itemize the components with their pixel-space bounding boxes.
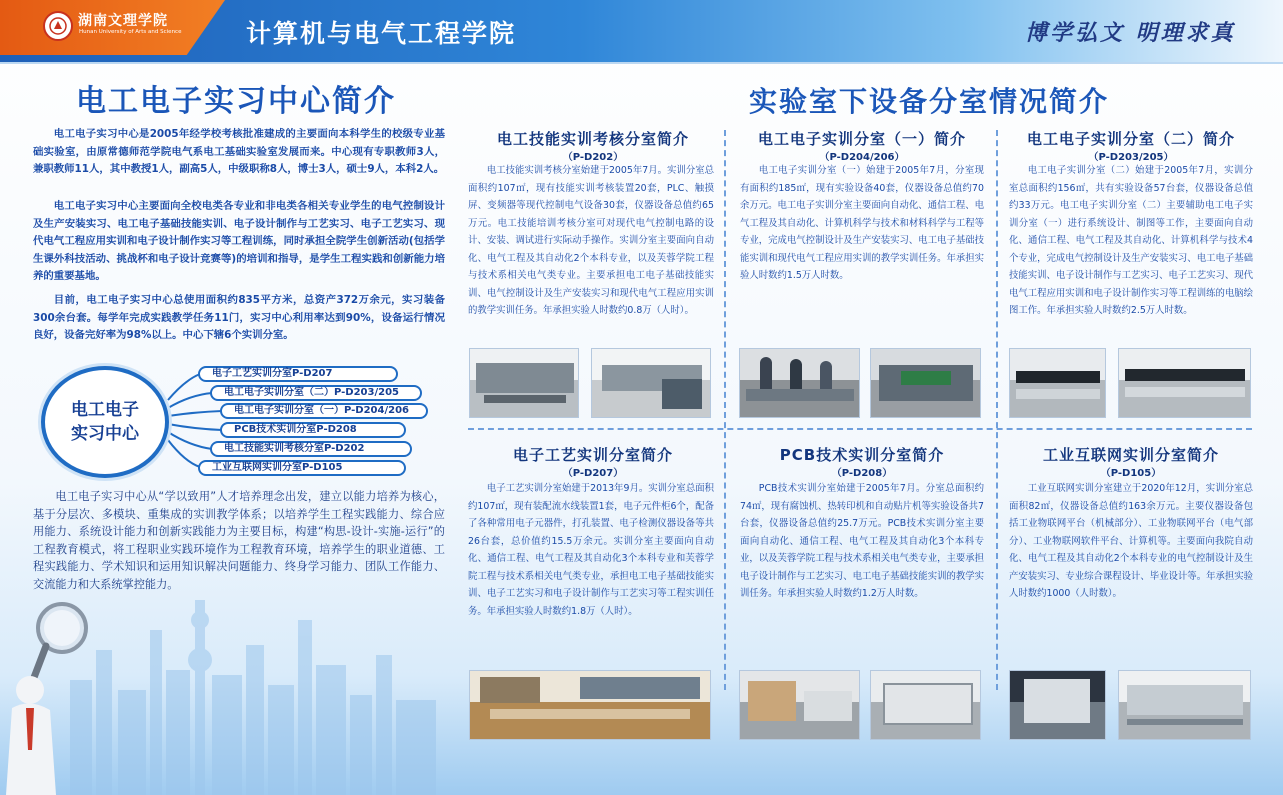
branch-p-d208: PCB技术实训分室P-D208	[220, 422, 406, 438]
section-p-d207-text: 电子工艺实训分室始建于2013年9月。实训分室总面积约107㎡，现有装配流水线装置1套，电子元件柜6个，配备了各种常用电子元器件，打孔装置、电子检测仪器设备等共26台套，总价值约15.5万余元。实训分室主要面向自动化、通信工程、电气工程及其自动化3个本科专业和芙蓉学院工程与技术系相关电气类专业，承担电工电子基础技能实训、电子工艺实习和电子设计制作与工艺实习等工程实训任务。年承担实验人时数约1.8万（人时）。	[468, 483, 714, 617]
section-p-d203-205-title: 电工电子实训分室（二）简介	[1026, 130, 1235, 148]
intro-paragraph-1: 电工电子实习中心是2005年经学校考核批准建成的主要面向本科学生的校级专业基础实验室，由原常德师范学院电气系电工基础实验室发展而来。中心现有专职教师3人，兼职教师11人，其中教授1人，副高5人，中级职称8人，博士3人，硕士9人，本科2人。	[33, 128, 445, 176]
row-divider	[468, 428, 1252, 430]
section-p-d202-text: 电工技能实训考核分室始建于2005年7月。实训分室总面积约107㎡，现有技能实训考核装置20套，PLC、触摸屏、变频器等现代控制电气设备30套，仪器设备总值约65万元。电工技能培训考核分室可对现代电气控制电路的设计、安装、调试进行实际动手操作。实训分室主要面向自动化、电气工程及其自动化2个本科专业，以及芙蓉学院工程与技术系相关电气类专业。主要承担电工电子基础技能实训、电气控制设计及生产安装实习和现代电气工程应用实训的教学实训任务。年承担实验人时数约0.8万（人时）。	[468, 165, 714, 316]
section-p-d208-code: （P-D208）	[831, 468, 893, 479]
section-p-d203-205-code: （P-D203/205）	[1088, 152, 1174, 163]
center-hub	[41, 366, 169, 478]
column-divider-2	[996, 130, 998, 690]
branch-p-d207: 电子工艺实训分室P-D207	[198, 366, 398, 382]
center-intro-title: 电工电子实习中心简介	[76, 84, 396, 119]
photo-p-d204-206-lab-1	[739, 348, 860, 418]
branch-p-d105: 工业互联网实训分室P-D105	[198, 460, 406, 476]
photo-p-d203-205-lab-2	[1118, 348, 1251, 418]
photo-p-d105-lab-2	[1118, 670, 1251, 740]
college-name: 计算机与电气工程学院	[246, 19, 517, 48]
section-p-d207-code: （P-D207）	[562, 468, 624, 479]
photo-p-d105-lab-1	[1009, 670, 1106, 740]
figure-with-magnifier-graphic	[0, 600, 110, 795]
intro-paragraph-2: 电工电子实习中心主要面向全校电类各专业和非电类各相关专业学生的电气控制设计及生产安装实习、电工电子基础技能实训、电子设计制作与工艺实习、电子工艺实习、现代电气工程应用实训和电子设计制作实习等工程训练，同时承担全院学生创新活动(包括学生课外科技活动、挑战杯和电子设计竞赛等)的培训和指导，是学生工程实践和创新能力培养的重要基地。	[33, 200, 445, 283]
section-p-d105-code: （P-D105）	[1100, 468, 1162, 479]
branch-p-d202: 电工技能实训考核分室P-D202	[210, 441, 412, 457]
photo-p-d202-lab-2	[591, 348, 711, 418]
branch-p-d203-205: 电工电子实训分室（二）P-D203/205	[210, 385, 422, 401]
photo-p-d208-lab-2	[870, 670, 981, 740]
section-p-d204-206-text: 电工电子实训分室（一）始建于2005年7月，分室现有面积约185㎡，现有实验设备40套，仪器设备总值约70余万元。电工电子实训分室主要面向自动化、通信工程、电气工程及其自动化、计算机科学与技术和材料科学与工程等专业，完成电气控制设计及生产安装实习、电工电子基础技能实训和现代电气工程应用实训的教学实训任务。年承担实验人时数约1.5万人时数。	[740, 165, 984, 281]
section-p-d105-title: 工业互联网实训分室简介	[1042, 446, 1219, 464]
section-p-d202-code: （P-D202）	[562, 152, 624, 163]
section-p-d105-text: 工业互联网实训分室建立于2020年12月，实训分室总面积82㎡，仪器设备总值约163余万元。主要仪器设备包括工业物联网平台（机械部分）、工业物联网平台（电气部分）、工业物联网软件平台、计算机等。主要面向我院自动化、电气工程及其自动化2个本科专业的电气控制设计及生产安装实习、专业综合课程设计、毕业设计等。年承担实验人时数约1000（人时数）。	[1009, 483, 1253, 599]
section-p-d202-title: 电工技能实训考核分室简介	[496, 130, 689, 148]
hub-label-line-1: 电工电子	[71, 400, 139, 420]
section-p-d204-206-code: （P-D204/206）	[819, 152, 905, 163]
photo-p-d207-lab	[469, 670, 711, 740]
section-p-d208-text: PCB技术实训分室始建于2005年7月。分室总面积约74㎡，现有腐蚀机、热转印机和自动贴片机等实验设备共7台套，仪器设备总值约25.7万元。PCB技术实训分室主要面向自动化、通信工程、电气工程及其自动化3个本科专业，以及芙蓉学院工程与技术系相关电气类专业，主要承担电子设计制作与工艺实习、电工电子基础技能实训的教学实训任务。年承担实验人时数约1.2万人时数。	[740, 483, 984, 599]
hub-label-line-2: 实习中心	[71, 424, 139, 444]
training-concept-paragraph: 电工电子实习中心从“学以致用”人才培养理念出发，建立以能力培养为核心，基于分层次、多模块、重集成的实训教学体系；以培养学生工程实践能力、综合应用能力、系统设计能力和创新实践能力为主要目标，构建“构思-设计-实施-运行”的工程教育模式，将工程职业实践环境作为工程教育环境，培养学生的职业道德、工程实践能力、学术知识和运用知识解决问题能力、终身学习能力、团队工作能力、交流能力和大系统掌控能力。	[33, 490, 445, 591]
university-name: 湖南文理学院	[78, 13, 168, 29]
branch-p-d204-206: 电工电子实训分室（一）P-D204/206	[220, 403, 428, 419]
section-p-d204-206-title: 电工电子实训分室（一）简介	[757, 130, 966, 148]
section-p-d208-title: PCB技术实训分室简介	[779, 446, 945, 464]
subroom-overview-title: 实验室下设备分室情况简介	[749, 85, 1110, 118]
photo-p-d203-205-lab-1	[1009, 348, 1106, 418]
column-divider-1	[724, 130, 726, 690]
photo-p-d204-206-lab-2	[870, 348, 981, 418]
university-name-english: Hunan University of Arts and Science	[79, 29, 182, 35]
photo-p-d208-lab-1	[739, 670, 860, 740]
school-motto: 博学弘文 明理求真	[1025, 20, 1236, 46]
section-p-d207-title: 电子工艺实训分室简介	[512, 446, 673, 464]
photo-p-d202-lab-1	[469, 348, 579, 418]
section-p-d203-205-text: 电工电子实训分室（二）始建于2005年7月，实训分室总面积约156㎡，共有实验设备57台套，仪器设备总值约33万元。电工电子实训分室（二）主要辅助电工电子实训分室（一）进行系统设计、制图等工作，主要面向自动化、通信工程、电气工程及其自动化、计算机科学与技术4个专业，完成电气控制设计及生产安装实习、电工电子基础技能实训、电子设计制作与工艺实习、电子工艺实习、现代电气工程应用实训和电子设计制作实习等工程训练的电脑绘图工作。年承担实验人时数约2.5万人时数。	[1009, 165, 1253, 316]
intro-paragraph-3: 目前，电工电子实习中心总使用面积约835平方米，总资产372万余元，实习装备300余台套。每学年完成实践教学任务11门，实习中心利用率达到90%，设备运行情况良好，设备完好率为98%以上。中心下辖6个实训分室。	[33, 294, 445, 342]
hub-label	[45, 398, 165, 446]
